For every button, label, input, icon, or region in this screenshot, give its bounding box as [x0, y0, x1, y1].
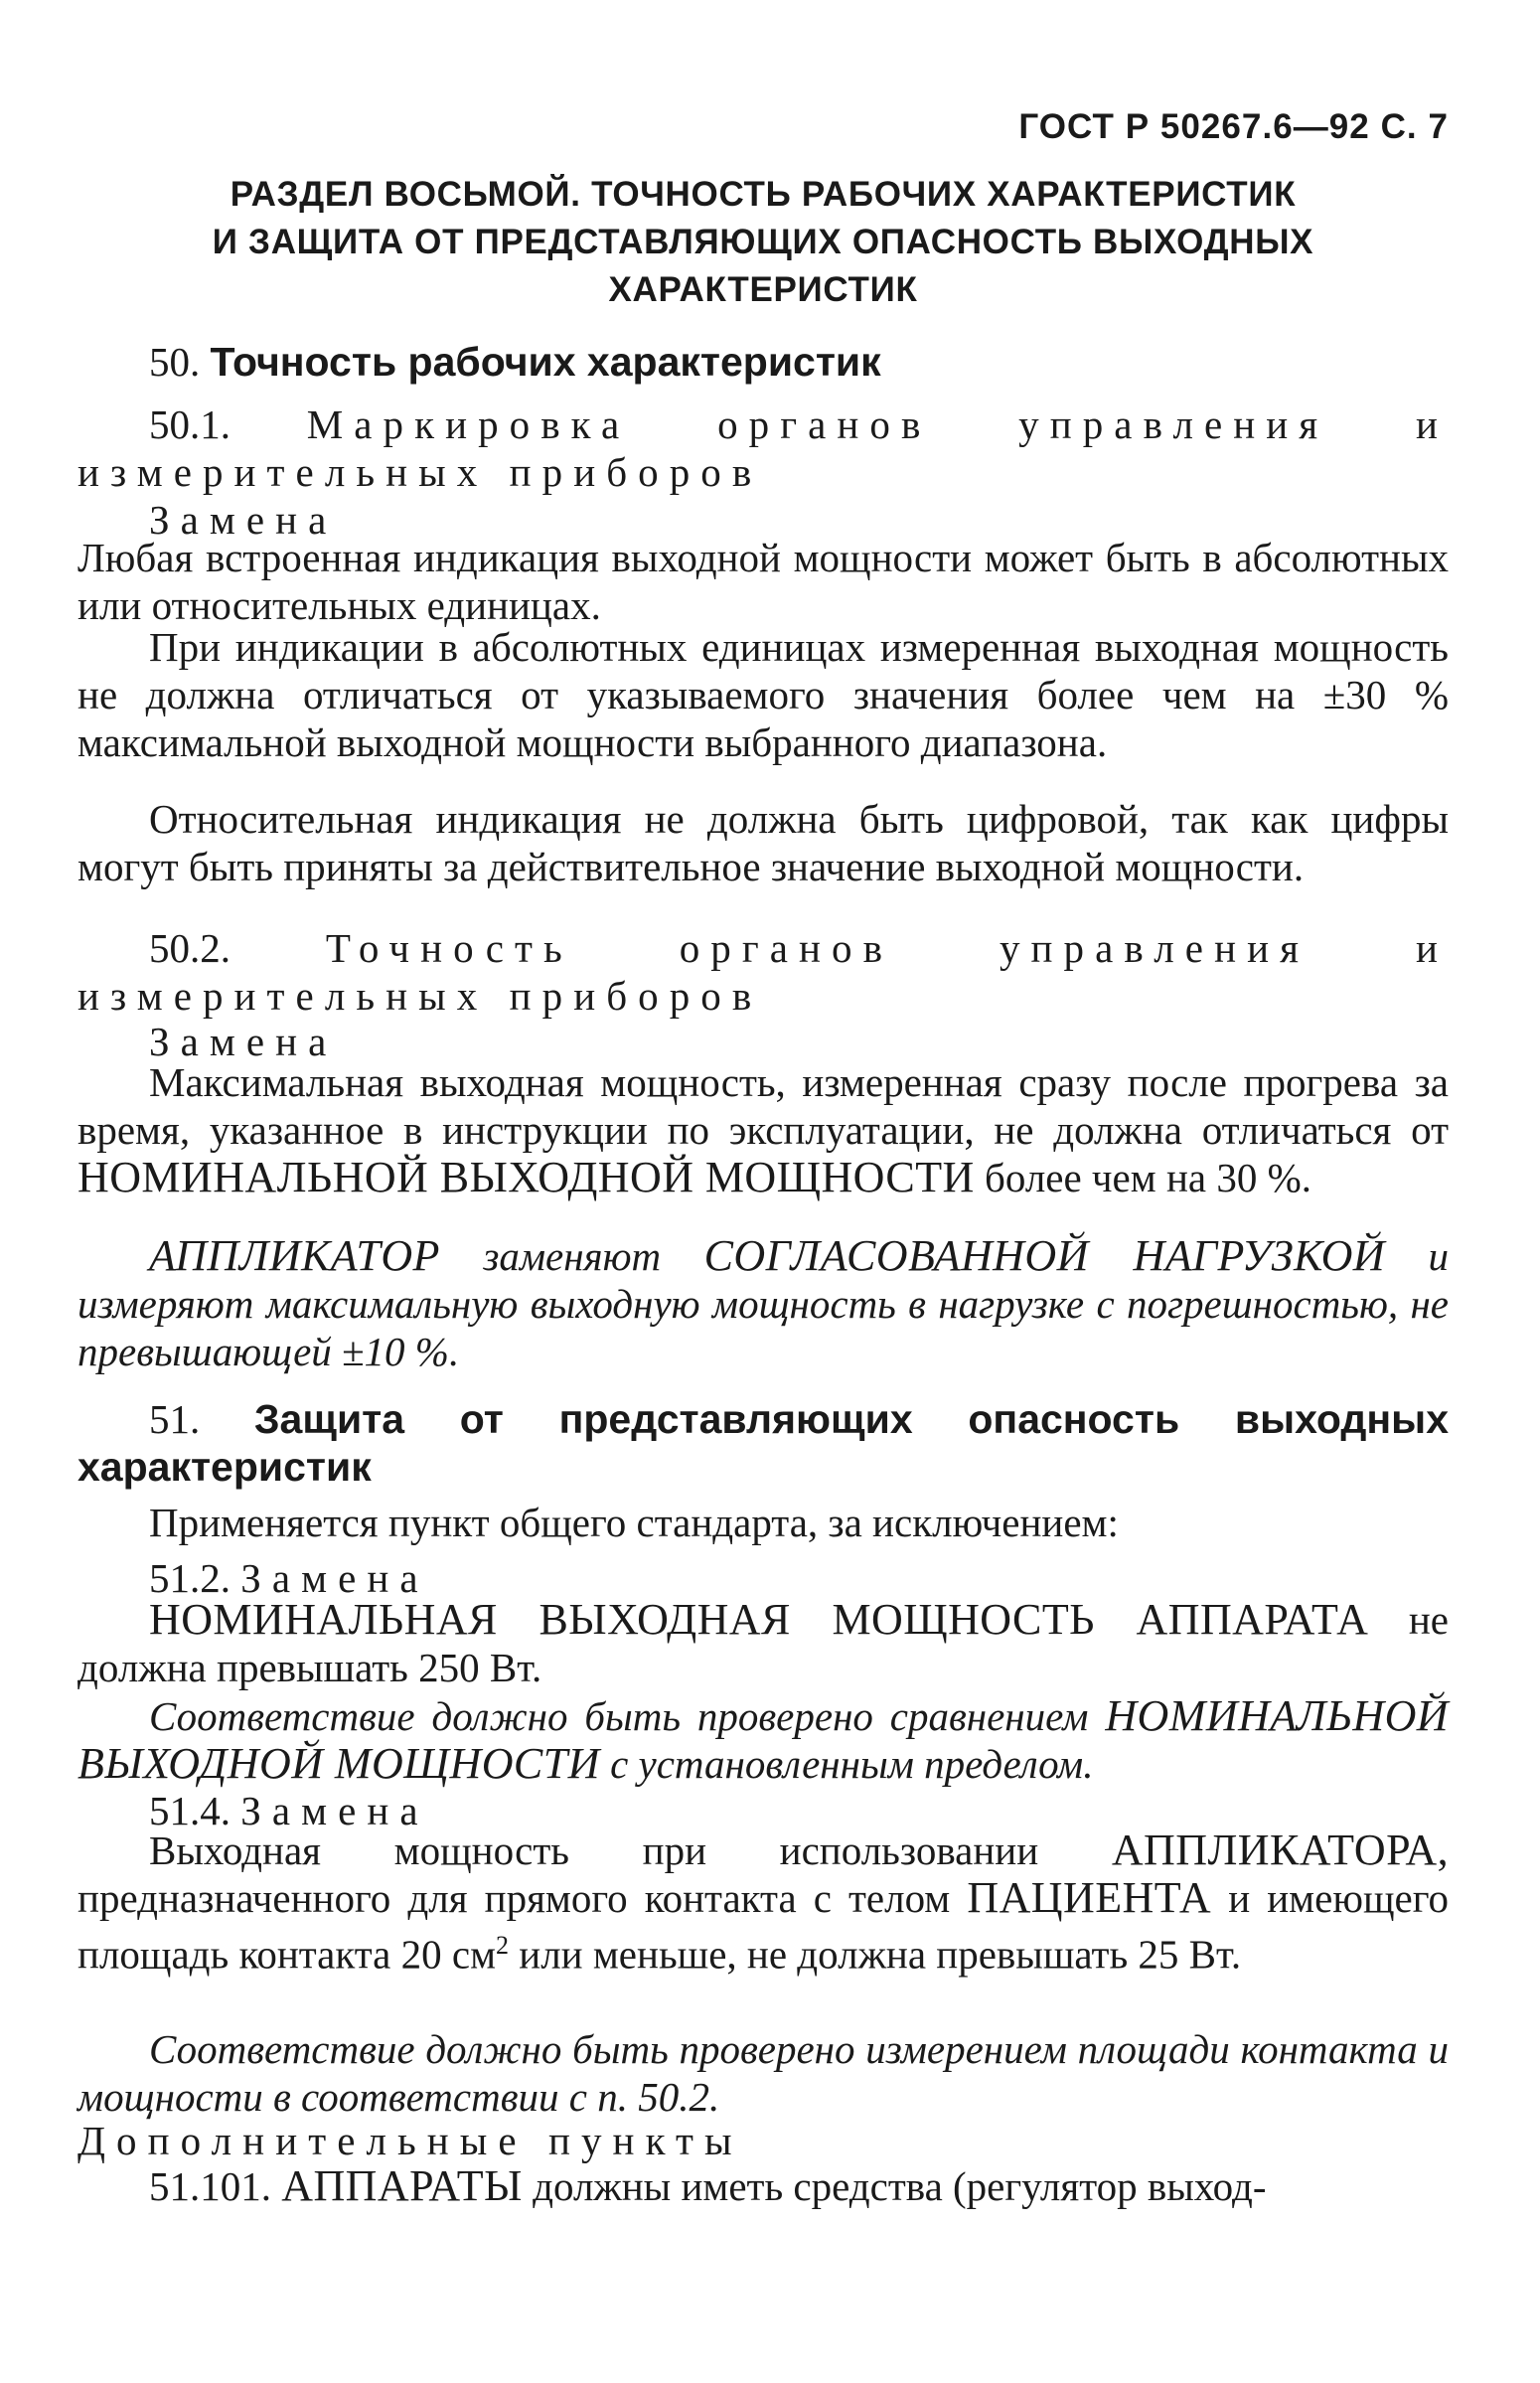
- clause-50-2-number: 50.2.: [149, 925, 231, 971]
- additional-label: Дополнительные пункты: [77, 2118, 743, 2163]
- clause-50-1-number: 50.1.: [149, 401, 231, 447]
- clause-51-number: 51.: [149, 1396, 201, 1442]
- clause-51-4-paragraph-1: [77, 1827, 1449, 1979]
- additional-clauses-heading: [77, 2117, 1449, 2164]
- defined-term: СОГЛАСОВАННОЙ НАГРУЗКОЙ: [703, 1231, 1386, 1280]
- text: должны иметь средства (регулятор выход-: [533, 2163, 1267, 2209]
- clause-51-4-paragraph-2: Соответствие должно быть проверено измерением площади контакта и мощности в соответствии с п. 50.2.: [77, 2026, 1449, 2120]
- clause-51-2-paragraph-1: [77, 1596, 1449, 1691]
- clause-50-2-heading: [77, 924, 1449, 1020]
- replace-label: Замена: [149, 497, 338, 543]
- superscript: 2: [496, 1931, 510, 1960]
- clause-51-101: [77, 2162, 1449, 2210]
- defined-term: НОМИНАЛЬНОЙ ВЫХОДНОЙ МОЩНОСТИ: [77, 1153, 975, 1201]
- clause-50-1-heading: [77, 400, 1449, 496]
- text: Выходная мощность при использовании: [149, 1827, 1039, 1873]
- clause-51-intro: Применяется пункт общего стандарта, за исключением:: [149, 1500, 1119, 1545]
- clause-51-4-number: 51.4.: [149, 1788, 231, 1833]
- section-title-line-2: И ЗАЩИТА ОТ ПРЕДСТАВЛЯЮЩИХ ОПАСНОСТЬ ВЫХОДНЫХ: [212, 223, 1314, 261]
- clause-50-2-title: Точность органов управления и измерительных приборов: [77, 925, 1449, 1019]
- replace-label: Замена: [240, 1788, 429, 1833]
- clause-50-2-paragraph-1: [77, 1058, 1449, 1201]
- text: Максимальная выходная мощность, измеренная сразу после прогрева за время, указанное в инструкции по эксплуатации, не должна отличаться от: [77, 1059, 1449, 1153]
- text: заменяют: [483, 1233, 662, 1279]
- text: с установленным пределом.: [610, 1741, 1094, 1787]
- clause-50-1-paragraph-2: При индикации в абсолютных единицах измеренная выходная мощность не должна отличаться от указываемого значения более чем на ±30 % максимальной выходной мощности выбранного диапазона.: [77, 624, 1449, 765]
- clause-50-number: 50.: [149, 339, 201, 385]
- section-title-line-3: ХАРАКТЕРИСТИК: [608, 270, 918, 309]
- running-title: ГОСТ Р 50267.6—92 С. 7: [1018, 107, 1449, 146]
- section-title: [77, 171, 1449, 314]
- replace-label: Замена: [240, 1555, 429, 1601]
- clause-51-title: Защита от представляющих опасность выходных характеристик: [77, 1396, 1449, 1490]
- defined-term: АППАРАТЫ: [281, 2161, 523, 2210]
- defined-term: НОМИНАЛЬНАЯ ВЫХОДНАЯ МОЩНОСТЬ АППАРАТА: [149, 1595, 1369, 1644]
- clause-51-heading: [77, 1395, 1449, 1491]
- clause-51-2-paragraph-2: [77, 1692, 1449, 1788]
- text: или меньше, не должна превышать 25 Вт.: [519, 1931, 1242, 1978]
- text: и измеряют максимальную выходную мощность в нагрузке с погрешностью, не превышающей ±10 %.: [77, 1233, 1450, 1374]
- replace-label: Замена: [149, 1019, 338, 1064]
- defined-term: АППЛИКАТОРА,: [1111, 1826, 1450, 1874]
- section-title-line-1: РАЗДЕЛ ВОСЬМОЙ. ТОЧНОСТЬ РАБОЧИХ ХАРАКТЕРИСТИК: [230, 175, 1297, 214]
- clause-51-101-number: 51.101.: [149, 2163, 271, 2209]
- clause-50-heading: [77, 338, 1449, 386]
- clause-51-2-number: 51.2.: [149, 1555, 231, 1601]
- defined-term: ПАЦИЕНТА: [967, 1873, 1212, 1922]
- running-header: [1018, 107, 1449, 147]
- clause-50-2-paragraph-2: [77, 1232, 1449, 1375]
- text: и имеющего площадь контакта 20 см: [77, 1875, 1450, 1978]
- text: более чем на 30 %.: [985, 1155, 1311, 1200]
- defined-term: АППЛИКАТОР: [149, 1231, 440, 1280]
- clause-50-1-title: Маркировка органов управления и измерительных приборов: [77, 401, 1450, 495]
- text: Соответствие должно быть проверено сравнением: [149, 1693, 1089, 1739]
- clause-50-1-paragraph-3: Относительная индикация не должна быть цифровой, так как цифры могут быть приняты за действительное значение выходной мощности.: [77, 796, 1449, 889]
- text: предназначенного для прямого контакта с телом: [77, 1875, 951, 1921]
- clause-50-1-paragraph-1: Любая встроенная индикация выходной мощности может быть в абсолютных или относительных единицах.: [77, 535, 1449, 628]
- text: не должна превышать 250 Вт.: [77, 1597, 1449, 1690]
- clause-50-title: Точность рабочих характеристик: [210, 339, 881, 385]
- defined-term: НОМИНАЛЬНОЙ ВЫХОДНОЙ МОЩНОСТИ: [77, 1691, 1450, 1788]
